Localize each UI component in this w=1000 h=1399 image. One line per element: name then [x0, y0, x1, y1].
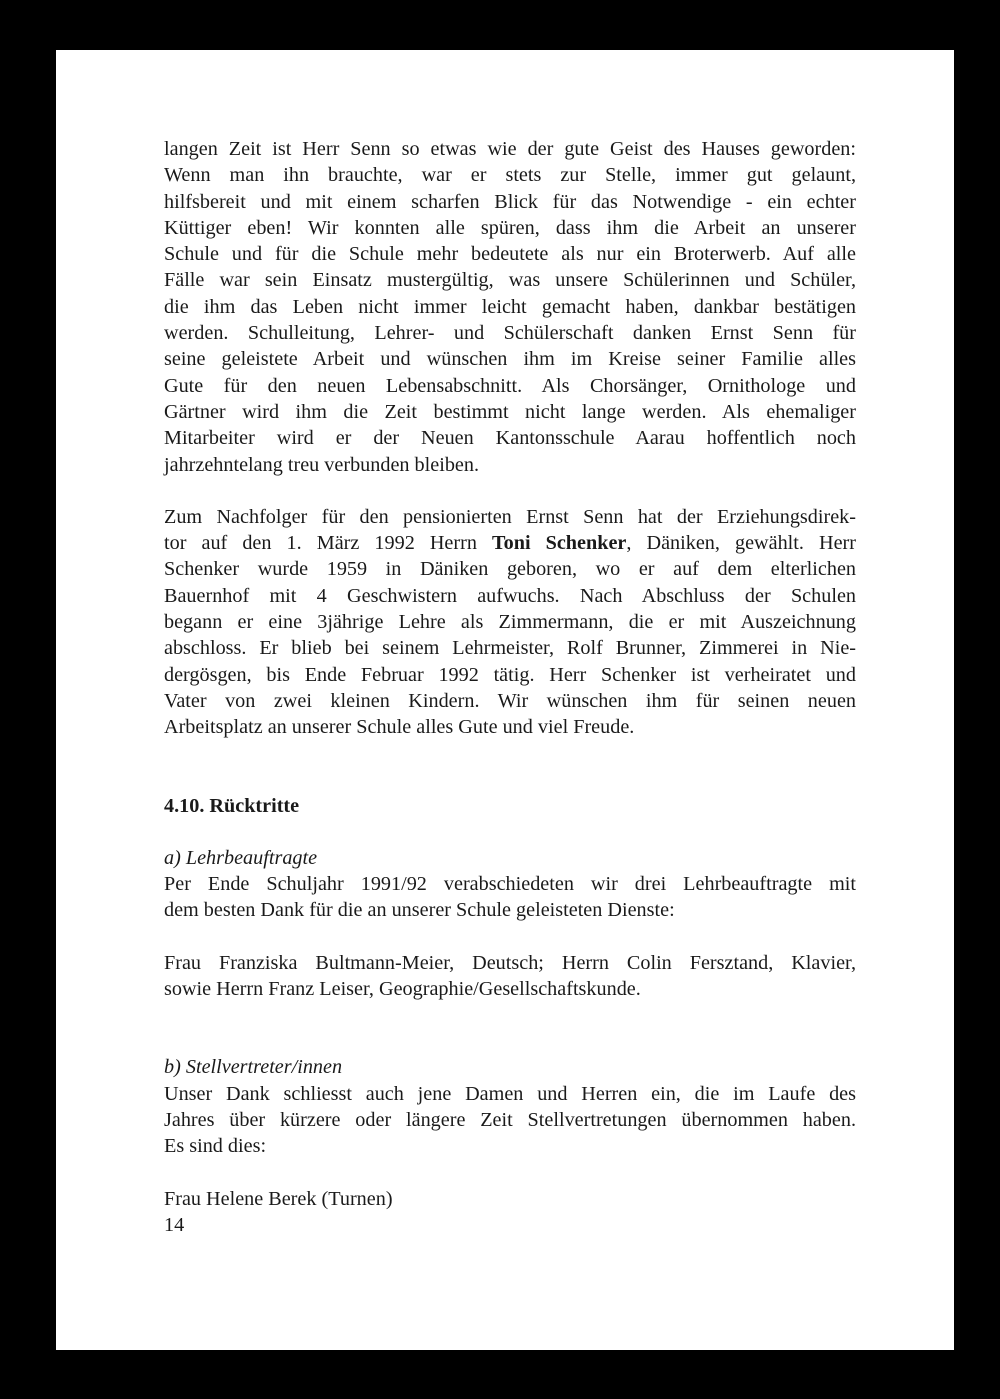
text-line: Fälle war sein Einsatz mustergültig, was unsere Schülerinnen und Schüler, [164, 269, 856, 292]
page-content [164, 136, 856, 1238]
text-line: Per Ende Schuljahr 1991/92 verabschiedeten wir drei Lehrbeauftragte mit [164, 873, 856, 896]
text-line: Unser Dank schliesst auch jene Damen und Herren ein, die im Laufe des [164, 1082, 856, 1105]
text-line: jahrzehntelang treu verbunden bleiben. [164, 453, 480, 476]
text-line: seine geleistete Arbeit und wünschen ihm im Kreise seiner Familie alles [164, 348, 856, 371]
text-line: Arbeitsplatz an unserer Schule alles Gute und viel Freude. [164, 716, 635, 739]
text-line: werden. Schulleitung, Lehrer- und Schülerschaft danken Ernst Senn für [164, 322, 856, 345]
text-line: Wenn man ihn brauchte, war er stets zur Stelle, immer gut gelaunt, [164, 164, 856, 187]
text-line-with-name [164, 530, 856, 556]
text-line: Schenker wurde 1959 in Däniken geboren, wo er auf dem elterlichen [164, 558, 856, 581]
text-fragment: tor auf den 1. März 1992 Herrn [164, 532, 493, 555]
successor-name: Toni Schenker [492, 532, 627, 555]
text-line: abschloss. Er blieb bei seinem Lehrmeister, Rolf Brunner, Zimmerei in Nie- [164, 637, 856, 660]
subsection-lehrbeauftragte [164, 845, 856, 1002]
text-line: Küttiger eben! Wir konnten alle spüren, dass ihm die Arbeit an unserer [164, 216, 856, 239]
text-line: dem besten Dank für die an unserer Schule geleisteten Dienste: [164, 899, 675, 922]
text-line: Bauernhof mit 4 Geschwistern aufwuchs. Nach Abschluss der Schulen [164, 584, 856, 607]
text-line: Schule und für die Schule mehr bedeutete als nur ein Broterwerb. Auf alle [164, 243, 856, 266]
text-line: Vater von zwei kleinen Kindern. Wir wünschen ihm für seinen neuen [164, 689, 856, 712]
text-line: Es sind dies: [164, 1135, 267, 1158]
text-line: Zum Nachfolger für den pensionierten Ernst Senn hat der Erziehungsdirek- [164, 505, 856, 528]
section-heading: 4.10. Rücktritte [164, 794, 300, 817]
text-line: hilfsbereit und mit einem scharfen Blick für das Notwendige - ein echter [164, 190, 856, 213]
text-line: die ihm das Leben nicht immer leicht gemacht haben, dankbar bestätigen [164, 295, 856, 318]
text-line: Mitarbeiter wird er der Neuen Kantonsschule Aarau hoffentlich noch [164, 427, 856, 450]
document-page [56, 50, 954, 1350]
text-line: langen Zeit ist Herr Senn so etwas wie der gute Geist des Hauses geworden: [164, 138, 856, 160]
text-line: Jahres über kürzere oder längere Zeit Stellvertretungen übernommen haben. [164, 1108, 856, 1131]
subsection-stellvertreter [164, 1054, 856, 1211]
text-fragment: , Däniken, gewählt. Herr [626, 532, 856, 555]
subsection-title: a) Lehrbeauftragte [164, 846, 318, 869]
paragraph-successor [164, 504, 856, 741]
text-line: sowie Herrn Franz Leiser, Geographie/Gesellschaftskunde. [164, 978, 641, 1001]
text-line: Gärtner wird ihm die Zeit bestimmt nicht lange werden. Als ehemaliger [164, 400, 856, 423]
text-line: Gute für den neuen Lebensabschnitt. Als Chorsänger, Ornithologe und [164, 374, 856, 397]
text-line: begann er eine 3jährige Lehre als Zimmermann, die er mit Auszeichnung [164, 611, 856, 634]
subsection-title: b) Stellvertreter/innen [164, 1056, 343, 1079]
text-line: dergösgen, bis Ende Februar 1992 tätig. Herr Schenker ist verheiratet und [164, 663, 856, 686]
text-line: Frau Helene Berek (Turnen) [164, 1187, 393, 1210]
page-number: 14 [164, 1213, 185, 1236]
paragraph-senn-farewell [164, 136, 856, 478]
text-line: Frau Franziska Bultmann-Meier, Deutsch; Herrn Colin Fersztand, Klavier, [164, 951, 856, 974]
